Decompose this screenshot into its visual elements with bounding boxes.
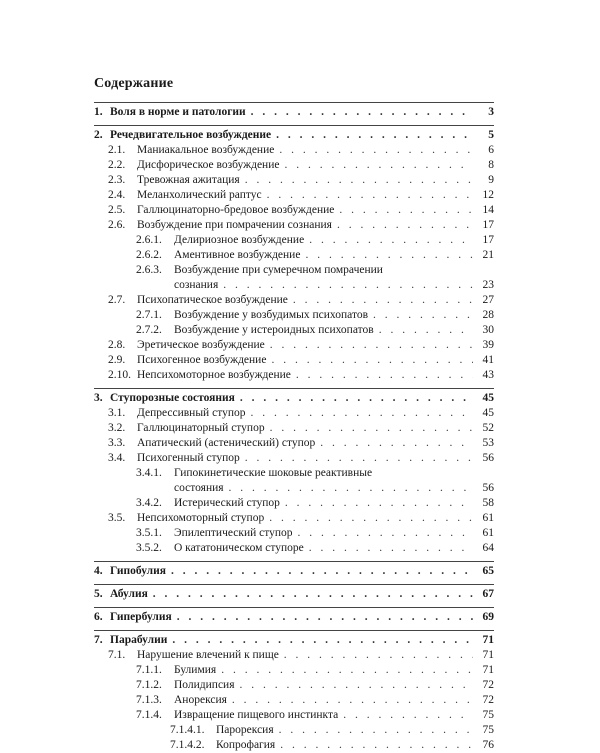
toc-entry-7-1-4[interactable] [94,708,494,723]
entry-page: 30 [482,324,494,336]
entry-number: 2.4. [108,189,126,201]
entry-page: 58 [482,497,494,509]
entry-page: 9 [488,174,494,186]
entry-number: 2.1. [108,144,126,156]
toc-entry-7-1[interactable] [94,648,494,663]
toc-entry-chapter-7[interactable] [94,633,494,648]
toc-entry-3-4-2[interactable] [94,496,494,511]
entry-page: 67 [482,588,494,600]
entry-title: Аментивное возбуждение [174,249,301,261]
toc-entry-2-5[interactable] [94,203,494,218]
toc-entry-2-6-1[interactable] [94,233,494,248]
leader-dots [339,203,473,218]
entry-title: Возбуждение у истероидных психопатов [174,324,374,336]
leader-dots [240,678,473,693]
entry-title: Эретическое возбуждение [137,339,265,351]
entry-number: 2.9. [108,354,126,366]
leader-dots [293,293,473,308]
toc-entry-2-2[interactable] [94,158,494,173]
entry-page: 61 [482,527,494,539]
entry-title-continued: состояния [174,482,224,494]
toc-entry-2-9[interactable] [94,353,494,368]
leader-dots [320,436,473,451]
entry-title: Парабулии [110,634,168,646]
entry-page: 53 [482,437,494,449]
entry-page: 76 [482,739,494,751]
entry-number: 2.7.2. [136,324,162,336]
entry-number: 3.5.1. [136,527,162,539]
leader-dots [276,128,473,143]
leader-dots [337,218,473,233]
toc-entry-2-7-1[interactable] [94,308,494,323]
toc-entry-3-4[interactable] [94,451,494,466]
leader-dots [284,158,473,173]
leader-dots [373,308,473,323]
entry-page: 6 [488,144,494,156]
entry-number: 2.10. [108,369,131,381]
entry-title: Речедвигательное возбуждение [110,129,272,141]
entry-title: Возбуждение при помрачении сознания [137,219,332,231]
leader-dots [296,368,473,383]
toc-entry-3-2[interactable] [94,421,494,436]
entry-number: 7.1. [108,649,126,661]
entry-title: Воля в норме и патологии [110,106,246,118]
entry-page: 71 [482,664,494,676]
entry-page: 28 [482,309,494,321]
toc-entry-2-3[interactable] [94,173,494,188]
entry-page: 75 [482,709,494,721]
entry-number: 3.5. [108,512,126,524]
entry-title: О кататоническом ступоре [174,542,304,554]
chapter-separator [94,125,494,126]
entry-number: 2.8. [108,339,126,351]
toc-entry-2-6-2[interactable] [94,248,494,263]
entry-page: 71 [482,649,494,661]
entry-number: 6. [94,611,103,623]
entry-page: 64 [482,542,494,554]
entry-title: Гипербулия [110,611,172,623]
entry-page: 65 [482,565,494,577]
toc-entry-3-3[interactable] [94,436,494,451]
entry-page: 71 [482,634,494,646]
toc-entry-chapter-3[interactable] [94,391,494,406]
entry-page: 3 [488,106,494,118]
entry-number: 2.6.3. [136,264,162,276]
toc-entry-2-6[interactable] [94,218,494,233]
entry-title: Гипокинетические шоковые реактивные [174,467,373,479]
entry-title: Дисфорическое возбуждение [137,159,280,171]
toc-entry-3-5-1[interactable] [94,526,494,541]
toc-entry-chapter-5[interactable] [94,587,494,602]
chapter-separator [94,388,494,389]
entry-page: 17 [482,234,494,246]
leader-dots [232,693,473,708]
entry-number: 3.2. [108,422,126,434]
entry-title: Абулия [110,588,148,600]
entry-number: 7.1.1. [136,664,162,676]
entry-page: 21 [482,249,494,261]
toc-entry-3-1[interactable] [94,406,494,421]
entry-number: 2. [94,129,103,141]
leader-dots [240,391,473,406]
entry-number: 5. [94,588,103,600]
entry-page: 17 [482,219,494,231]
toc-entry-chapter-6[interactable] [94,610,494,625]
entry-page: 14 [482,204,494,216]
entry-page: 56 [482,452,494,464]
leader-dots [269,511,473,526]
leader-dots [177,610,473,625]
leader-dots [305,248,473,263]
entry-title: Парорексия [216,724,274,736]
leader-dots [298,526,473,541]
entry-page: 61 [482,512,494,524]
entry-number: 7.1.4.2. [170,739,205,751]
entry-page: 75 [482,724,494,736]
entry-number: 4. [94,565,103,577]
entry-page: 56 [482,482,494,494]
leader-dots [221,663,473,678]
entry-title: Галлюцинаторно-бредовое возбуждение [137,204,335,216]
leader-dots [172,633,473,648]
chapter-separator [94,561,494,562]
entry-title: Непсихомоторное возбуждение [137,369,291,381]
entry-title-continued: сознания [174,279,219,291]
entry-title: Делириозное возбуждение [174,234,305,246]
leader-dots [280,738,473,753]
entry-title: Извращение пищевого инстинкта [174,709,339,721]
toc-entry-2-10[interactable] [94,368,494,383]
chapter-separator [94,102,494,103]
entry-number: 7.1.3. [136,694,162,706]
leader-dots [309,233,473,248]
entry-title: Нарушение влечений к пище [137,649,279,661]
entry-number: 7.1.4.1. [170,724,205,736]
entry-number: 3.4.2. [136,497,162,509]
entry-number: 3.4. [108,452,126,464]
leader-dots [271,353,473,368]
toc-entry-2-4[interactable] [94,188,494,203]
entry-page: 8 [488,159,494,171]
entry-number: 1. [94,106,103,118]
entry-title: Истерический ступор [174,497,280,509]
entry-title: Апатический (астенический) ступор [137,437,316,449]
leader-dots [279,723,473,738]
toc-entry-chapter-1[interactable] [94,105,494,120]
toc-heading: Содержание [94,76,174,91]
leader-dots [223,278,473,293]
toc-entry-2-1[interactable] [94,143,494,158]
chapter-separator [94,607,494,608]
entry-title: Психогенный ступор [137,452,240,464]
toc-entry-7-1-1[interactable] [94,663,494,678]
entry-page: 52 [482,422,494,434]
leader-dots [343,708,473,723]
entry-title: Депрессивный ступор [137,407,246,419]
entry-title: Эпилептический ступор [174,527,293,539]
entry-page: 5 [488,129,494,141]
entry-title: Полидипсия [174,679,235,691]
entry-page: 72 [482,694,494,706]
leader-dots [279,143,473,158]
entry-number: 7.1.4. [136,709,162,721]
entry-number: 7. [94,634,103,646]
toc-entry-2-7-2[interactable] [94,323,494,338]
entry-page: 39 [482,339,494,351]
leader-dots [270,338,473,353]
entry-title: Галлюцинаторный ступор [137,422,265,434]
entry-title: Непсихомоторный ступор [137,512,265,524]
entry-title: Психогенное возбуждение [137,354,267,366]
leader-dots [267,188,473,203]
leader-dots [251,105,473,120]
entry-number: 2.7.1. [136,309,162,321]
toc-entry-2-8[interactable] [94,338,494,353]
entry-page: 72 [482,679,494,691]
toc-entry-2-6-3[interactable] [94,263,494,293]
entry-number: 3.3. [108,437,126,449]
toc-entry-7-1-2[interactable] [94,678,494,693]
entry-page: 12 [482,189,494,201]
entry-number: 2.5. [108,204,126,216]
entry-number: 3.4.1. [136,467,162,479]
toc-entry-7-1-4-2[interactable] [94,738,494,753]
entry-title: Гипобулия [110,565,166,577]
entry-number: 2.2. [108,159,126,171]
entry-title: Ступорозные состояния [110,392,235,404]
entry-number: 2.3. [108,174,126,186]
entry-page: 43 [482,369,494,381]
table-of-contents [94,102,494,753]
leader-dots [284,648,473,663]
leader-dots [379,323,473,338]
toc-entry-7-1-4-1[interactable] [94,723,494,738]
leader-dots [153,587,473,602]
entry-title: Копрофагия [216,739,276,751]
entry-number: 2.7. [108,294,126,306]
entry-title: Возбуждение при сумеречном помрачении [174,264,383,276]
entry-page: 45 [482,392,494,404]
entry-title: Анорексия [174,694,227,706]
toc-entry-2-7[interactable] [94,293,494,308]
entry-page: 27 [482,294,494,306]
leader-dots [309,541,473,556]
leader-dots [270,421,473,436]
toc-entry-7-1-3[interactable] [94,693,494,708]
entry-number: 3. [94,392,103,404]
entry-title: Меланхолический раптус [137,189,262,201]
leader-dots [245,451,473,466]
entry-page: 45 [482,407,494,419]
toc-entry-3-4-1[interactable] [94,466,494,496]
entry-number: 7.1.2. [136,679,162,691]
entry-page: 23 [482,279,494,291]
chapter-separator [94,630,494,631]
entry-title: Возбуждение у возбудимых психопатов [174,309,368,321]
entry-number: 3.1. [108,407,126,419]
entry-number: 3.5.2. [136,542,162,554]
entry-number: 2.6.2. [136,249,162,261]
leader-dots [250,406,473,421]
entry-number: 2.6. [108,219,126,231]
entry-title: Маниакальное возбуждение [137,144,275,156]
entry-page: 41 [482,354,494,366]
leader-dots [245,173,473,188]
leader-dots [171,564,473,579]
chapter-separator [94,584,494,585]
toc-entry-3-5[interactable] [94,511,494,526]
leader-dots [229,481,473,496]
leader-dots [285,496,473,511]
toc-entry-3-5-2[interactable] [94,541,494,556]
entry-title: Булимия [174,664,217,676]
toc-entry-chapter-4[interactable] [94,564,494,579]
entry-title: Психопатическое возбуждение [137,294,288,306]
toc-entry-chapter-2[interactable] [94,128,494,143]
entry-number: 2.6.1. [136,234,162,246]
entry-page: 69 [482,611,494,623]
entry-title: Тревожная ажитация [137,174,240,186]
